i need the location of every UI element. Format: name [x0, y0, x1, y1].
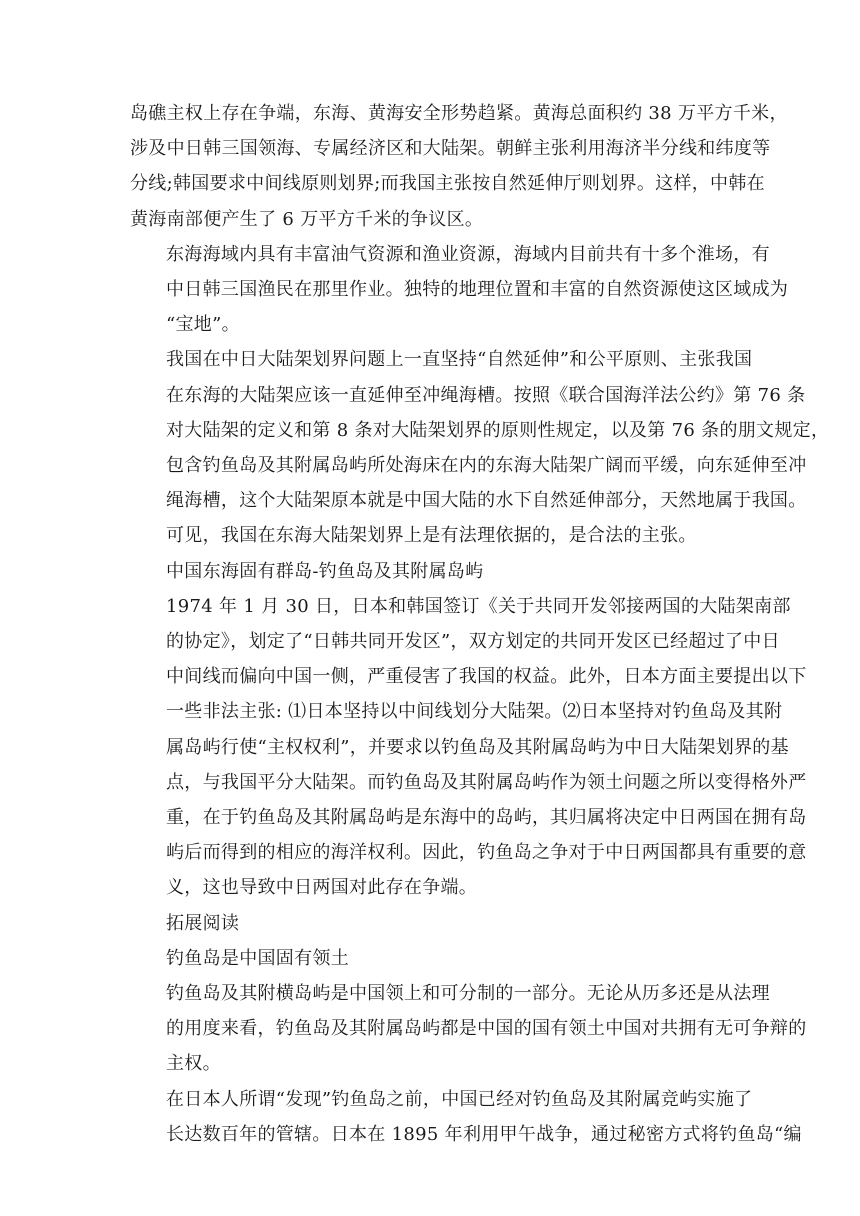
text-line: “宝地”。	[166, 314, 240, 336]
text-line: 绳海槽，这个大陆架原本就是中国大陆的水下自然延伸部分，天然地属于我国。	[166, 490, 807, 512]
paragraph	[130, 96, 788, 237]
paragraph	[130, 906, 735, 941]
text-line: 我国在中日大陆架划界问题上一直坚持“自然延伸”和公平原则、主张我国	[166, 349, 753, 371]
paragraph	[130, 1082, 802, 1152]
text-line: 在东海的大陆架应该一直延伸至冲绳海槽。按照《联合国海洋法公约》第 76 条	[166, 384, 806, 406]
text-line: 包含钓鱼岛及其附属岛屿所处海床在内的东海大陆架广阔而平缓，向东延伸至冲	[166, 455, 807, 477]
document-body	[130, 96, 830, 1152]
paragraph	[130, 976, 807, 1082]
text-line: 长达数百年的管辖。日本在 1895 年利用甲午战争，通过秘密方式将钓鱼岛“编	[166, 1123, 802, 1145]
text-line: 屿后而得到的相应的海洋权利。因此，钓鱼岛之争对于中日两国都具有重要的意	[166, 842, 807, 864]
text-line: 主权。	[166, 1053, 221, 1075]
text-line: 对大陆架的定义和第 8 条对大陆架划界的原则性规定，以及第 76 条的朋文规定，	[166, 419, 830, 441]
text-line: 钓鱼岛是中国固有领土	[166, 947, 349, 969]
text-line: 分线;韩国要求中间线原则划界;而我国主张按自然延伸厅则划界。这样，中韩在	[130, 173, 765, 195]
text-line: 中日韩三国渔民在那里作业。独特的地理位置和丰富的自然资源使这区域成为	[166, 279, 789, 301]
text-line: 的用度来看，钓鱼岛及其附属岛屿都是中国的国有领土中国对共拥有无可争辩的	[166, 1018, 807, 1040]
paragraph	[130, 589, 807, 906]
text-line: 属岛屿行使“主权权利”，并要求以钓鱼岛及其附属岛屿为中日大陆架划界的基	[166, 736, 789, 758]
text-line: 中国东海固有群岛-钓鱼岛及其附属岛屿	[166, 560, 484, 582]
text-line: 黄海南部便产生了 6 万平方千米的争议区。	[130, 208, 484, 230]
text-line: 可见，我国在东海大陆架划界上是有法理依据的，是合法的主张。	[166, 525, 697, 547]
paragraph	[130, 554, 735, 589]
text-line: 拓展阅读	[166, 912, 240, 934]
text-line: 涉及中日韩三国领海、专属经济区和大陆架。朝鲜主张利用海济半分线和纬度等	[130, 138, 771, 160]
text-line: 的协定》，划定了“日韩共同开发区”，双方划定的共同开发区已经超过了中日	[166, 631, 780, 653]
text-line: 点，与我国平分大陆架。而钓鱼岛及其附属岛屿作为领土问题之所以变得格外严	[166, 771, 807, 793]
text-line: 一些非法主张: ⑴日本坚持以中间线划分大陆架。⑵日本坚持对钓鱼岛及其附	[166, 701, 783, 723]
text-line: 1974 年 1 月 30 日，日本和韩国签订《关于共同开发邻接两国的大陆架南部	[166, 595, 791, 617]
text-line: 钓鱼岛及其附横岛屿是中国领上和可分制的一部分。无论从历多还是从法理	[166, 983, 770, 1005]
text-line: 中间线而偏向中国一侧，严重侵害了我国的权益。此外，日本方面主要提出以下	[166, 666, 807, 688]
text-line: 义，这也导致中日两国对此存在争端。	[166, 877, 478, 899]
text-line: 重，在于钓鱼岛及其附属岛屿是东海中的岛屿，其归属将决定中日两国在拥有岛	[166, 807, 807, 829]
paragraph	[130, 237, 789, 343]
text-line: 东海海域内具有丰富油气资源和渔业资源，海域内目前共有十多个淮场，有	[166, 243, 770, 265]
text-line: 在日本人所谓“发现”钓鱼岛之前，中国已经对钓鱼岛及其附属竞屿实施了	[166, 1088, 753, 1110]
paragraph	[130, 941, 735, 976]
text-line: 岛礁主权上存在争端，东海、黄海安全形势趋紧。黄海总面积约 38 万平方千米，	[130, 103, 788, 124]
document-page	[130, 96, 830, 1152]
paragraph	[130, 342, 830, 553]
